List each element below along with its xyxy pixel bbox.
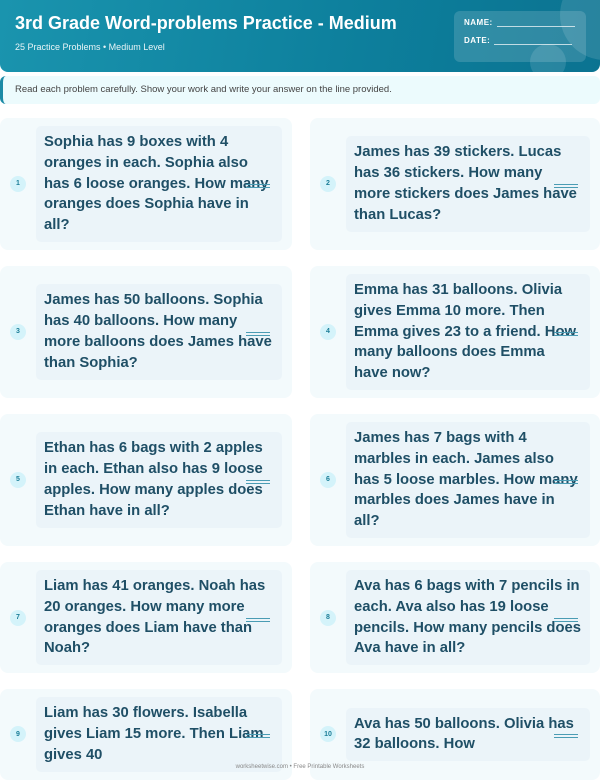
answer-line[interactable] — [246, 618, 270, 622]
name-date-box — [454, 11, 586, 62]
problem-number-badge: 10 — [320, 726, 336, 742]
page-subtitle: 25 Practice Problems • Medium Level — [15, 42, 165, 52]
answer-line[interactable] — [246, 734, 270, 738]
worksheet-header — [0, 0, 600, 72]
date-label: DATE: — [464, 36, 491, 45]
problem-text: Emma has 31 balloons. Olivia gives Emma 10 more. Then Emma gives 23 to a friend. How many balloons does Emma have now? — [346, 274, 590, 390]
problem-card — [310, 266, 600, 398]
problem-number-badge: 2 — [320, 176, 336, 192]
problem-text: Ava has 50 balloons. Olivia has 32 balloons. How — [346, 708, 590, 762]
footer: worksheetwise.com • Free Printable Worksheets — [235, 764, 365, 770]
problem-text: Ethan has 6 bags with 2 apples in each. Ethan also has 9 loose apples. How many apples does Ethan have in all? — [36, 432, 282, 527]
problem-text: Liam has 30 flowers. Isabella gives Liam 15 more. Then Liam gives 40 — [36, 697, 282, 771]
problem-number-badge: 8 — [320, 610, 336, 626]
problem-card — [0, 562, 292, 673]
problem-card — [310, 118, 600, 250]
page-title: 3rd Grade Word-problems Practice - Medium — [15, 13, 397, 33]
problem-number-badge: 4 — [320, 324, 336, 340]
problem-text: Sophia has 9 boxes with 4 oranges in each. Sophia also has 6 loose oranges. How many oranges does Sophia have in all? — [36, 126, 282, 242]
problem-number-badge: 6 — [320, 472, 336, 488]
instructions: Read each problem carefully. Show your work and write your answer on the line provided. — [0, 76, 600, 104]
problem-card — [310, 562, 600, 673]
problem-number-badge: 7 — [10, 610, 26, 626]
answer-line[interactable] — [554, 480, 578, 484]
problem-number-badge: 3 — [10, 324, 26, 340]
answer-line[interactable] — [554, 618, 578, 622]
problem-text: James has 7 bags with 4 marbles in each. James also has 5 loose marbles. How many marbles does James have in all? — [346, 422, 590, 538]
problem-text: James has 50 balloons. Sophia has 40 balloons. How many more balloons does James have than Sophia? — [36, 284, 282, 379]
problem-number-badge: 5 — [10, 472, 26, 488]
answer-line[interactable] — [554, 184, 578, 188]
problem-text: James has 39 stickers. Lucas has 36 stickers. How many more stickers does James have than Lucas? — [346, 136, 590, 231]
answer-line[interactable] — [554, 332, 578, 336]
problem-card — [0, 414, 292, 546]
problem-card — [310, 414, 600, 546]
problem-grid — [0, 118, 600, 780]
answer-line[interactable] — [246, 480, 270, 484]
answer-line[interactable] — [246, 184, 270, 188]
problem-card — [0, 266, 292, 398]
problem-text: Liam has 41 oranges. Noah has 20 oranges. How many more oranges does Liam have than Noah? — [36, 570, 282, 665]
problem-number-badge: 1 — [10, 176, 26, 192]
answer-line[interactable] — [554, 734, 578, 738]
date-line[interactable] — [494, 37, 572, 45]
answer-line[interactable] — [246, 332, 270, 336]
problem-number-badge: 9 — [10, 726, 26, 742]
problem-card — [0, 118, 292, 250]
problem-text: Ava has 6 bags with 7 pencils in each. Ava also has 19 loose pencils. How many pencils does Ava have in all? — [346, 570, 590, 665]
name-line[interactable] — [497, 19, 575, 27]
name-label: NAME: — [464, 18, 493, 27]
